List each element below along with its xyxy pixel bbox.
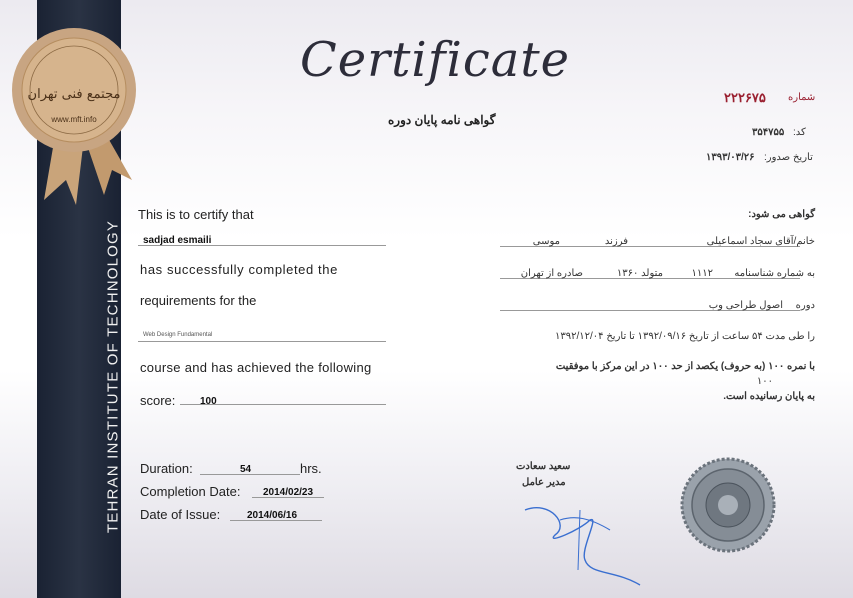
fa-certify: گواهی می شود: (748, 209, 815, 220)
certificate-subtitle: گواهی نامه پایان دوره (388, 113, 496, 127)
fa-name-line: خانم/آقای سجاد اسماعیلی (706, 236, 815, 247)
intro-text: This is to certify that (138, 207, 254, 222)
fa-issued-from: صادره از تهران (520, 268, 583, 279)
completion-date-value: 2014/02/23 (263, 487, 314, 498)
seal-text: مجتمع فنی تهران (27, 87, 121, 102)
certificate-number: ۲۲۲۶۷۵ (724, 90, 766, 105)
certificate-title: Certificate (300, 32, 571, 88)
course-name: Web Design Fundamental (143, 332, 213, 338)
silver-seal-icon (678, 455, 778, 555)
fa-end-line: به پایان رسانیده است. (723, 391, 815, 402)
seal-icon (4, 20, 144, 205)
achieved-text: course and has achieved the following (140, 360, 372, 375)
recipient-name: sadjad esmaili (143, 235, 212, 246)
seal-url: www.mft.info (51, 115, 97, 124)
requirements-text: requirements for the (140, 293, 257, 308)
completion-date-label: Completion Date: (140, 484, 241, 499)
signer-name: سعید سعادت (516, 461, 571, 472)
issue-date-value-en: 2014/06/16 (247, 510, 298, 521)
fa-born: متولد ۱۳۶۰ (616, 268, 663, 279)
fa-duration-line: را طی مدت ۵۴ ساعت از تاریخ ۱۳۹۲/۰۹/۱۶ تا تاریخ ۱۳۹۲/۱۲/۰۴ (555, 331, 815, 342)
number-label: شماره (788, 92, 816, 103)
duration-value: 54 (240, 464, 252, 475)
code-label: کد: (793, 127, 806, 138)
completed-text: has successfully completed the (140, 262, 338, 277)
institute-name: TEHRAN INSTITUTE OF TECHNOLOGY (104, 219, 122, 534)
signer-title: مدیر عامل (522, 477, 566, 488)
fa-child-of: فرزند (604, 236, 628, 247)
code-value: ۳۵۴۷۵۵ (752, 127, 785, 138)
fa-course: اصول طراحی وب (708, 300, 783, 311)
duration-unit: hrs. (300, 461, 322, 476)
fa-score-line: با نمره ۱۰۰ (به حروف) یکصد از حد ۱۰۰ در این مرکز با موفقیت (555, 361, 815, 372)
fa-id-line: به شماره شناسنامه (734, 268, 815, 279)
score-value: 100 (200, 396, 217, 407)
fa-id-no: ۱۱۱۲ (691, 268, 713, 279)
fa-score-denominator: ۱۰۰ (756, 376, 773, 387)
signature-icon (520, 490, 650, 590)
course-underline (138, 341, 386, 342)
issue-date-value: ۱۳۹۳/۰۳/۲۶ (706, 152, 755, 163)
duration-label: Duration: (140, 461, 193, 476)
fa-father: موسی (532, 236, 560, 247)
issue-date-label: تاریخ صدور: (764, 152, 813, 163)
fa-course-label: دوره (795, 300, 815, 311)
score-label: score: (140, 393, 176, 408)
issue-date-label-en: Date of Issue: (140, 507, 221, 522)
